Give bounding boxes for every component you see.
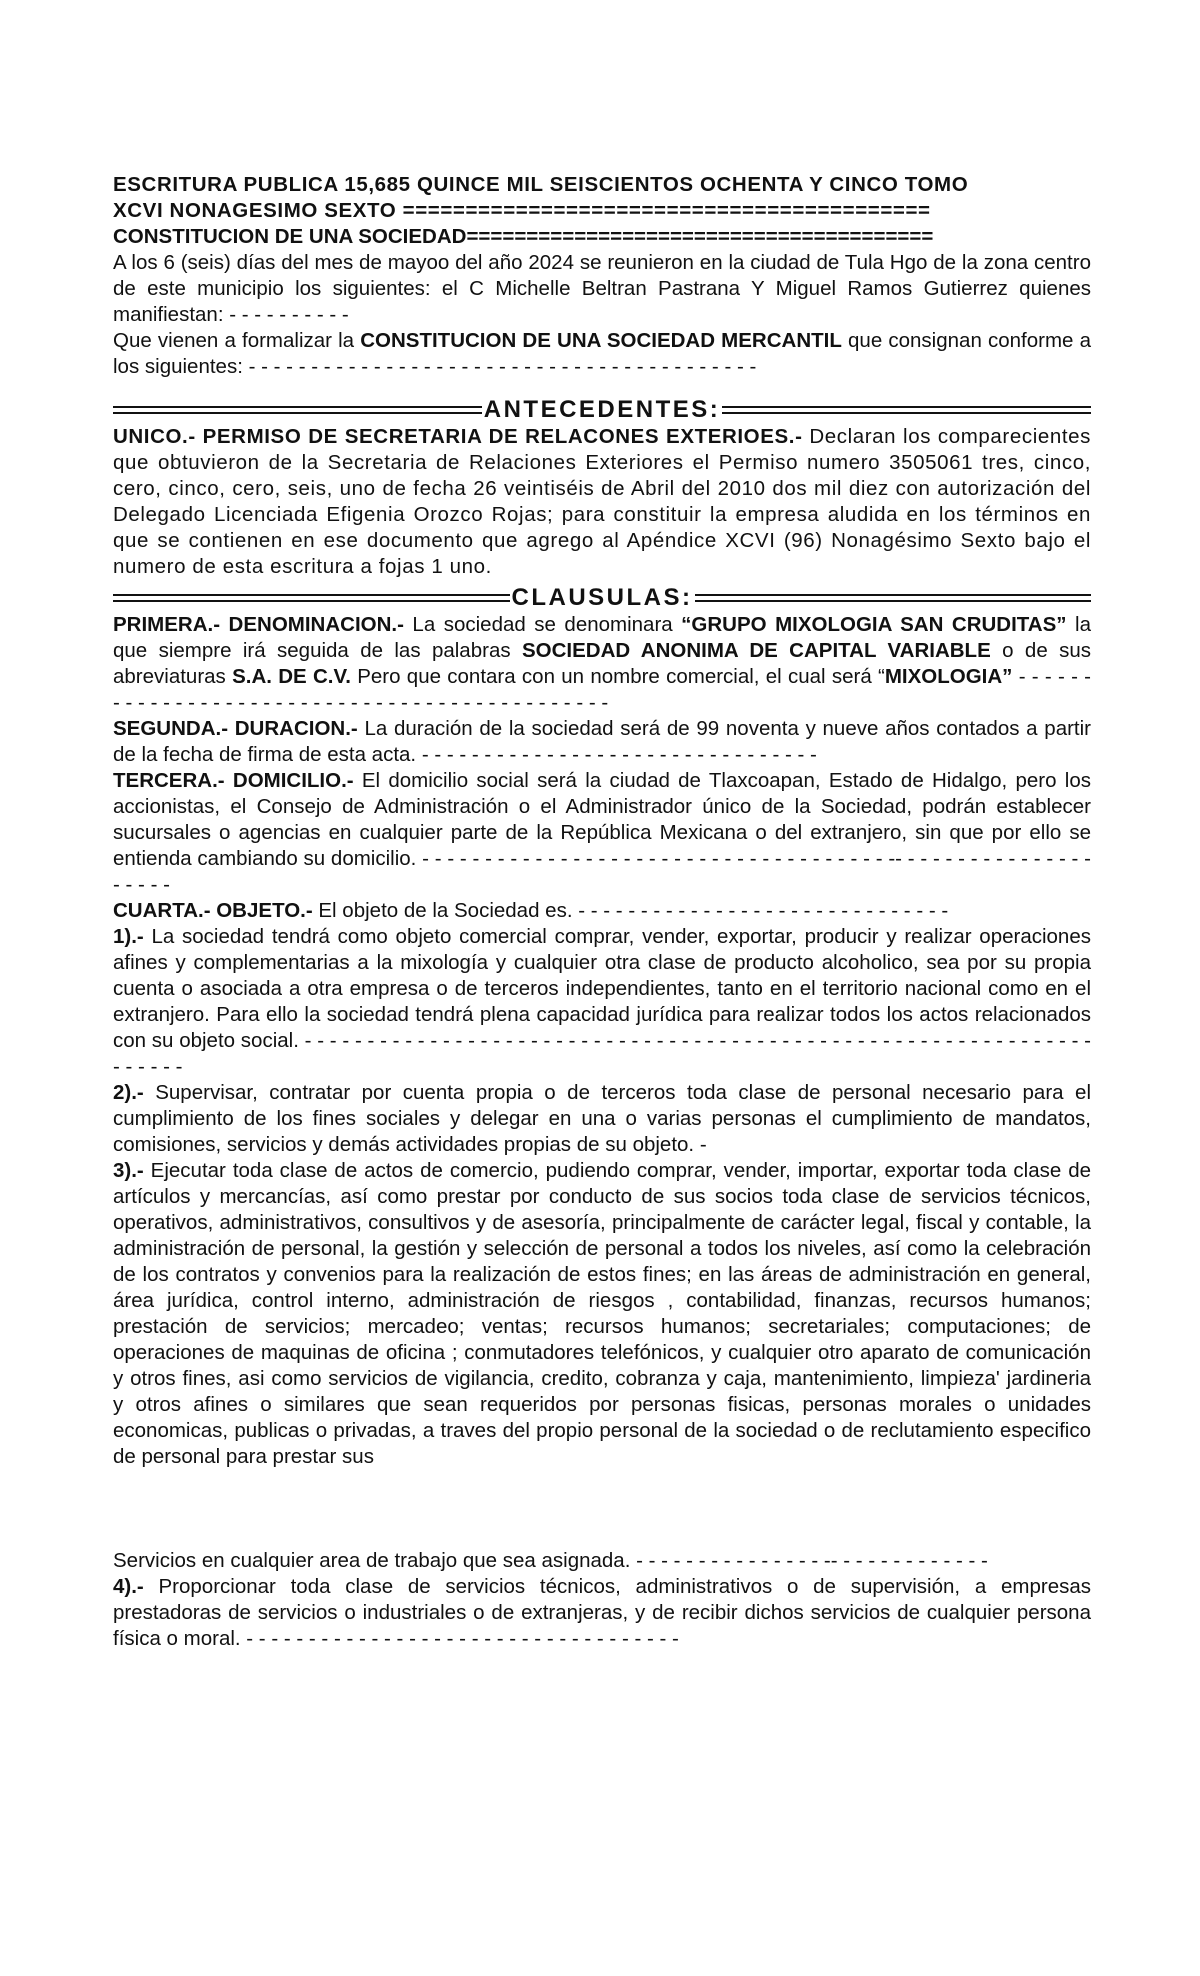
objeto-item-3-continuation: Servicios en cualquier area de trabajo que sea asignada. - - - - - - - - - - - - - - - -- - - - - - - - - - - - - (113, 1549, 988, 1572)
intro-paragraph: A los 6 (seis) días del mes de mayoo del año 2024 se reunieron en la ciudad de Tula Hgo de la zona centro de este municipio los siguientes: el C Michelle Beltran Pastrana Y Miguel Ramos Gutierrez quienes manifiestan: - - - - - - - - - - (113, 251, 1091, 326)
objeto-item-2: 2).- Supervisar, contratar por cuenta propia o de terceros toda clase de personal necesario para el cumplimiento de los fines sociales y delegar en una o varias personas el cumplimiento de mandatos, comisiones, servicios y demás actividades propias de su objeto. - (113, 1081, 1091, 1156)
objeto-item-1: 1).- La sociedad tendrá como objeto comercial comprar, vender, exportar, producir y realizar operaciones afines y complementarias a la mixología y cualquier otra clase de producto alcoholico, sea por su propia cuenta o asociada a otra empresa o de terceros independientes, tanto en el territorio nacional como en el extranjero. Para ello la sociedad tendrá plena capacidad jurídica para realizar todos los actos relacionados con su objeto social. - - - - - - - - - - - - - - - - - - - - - - - - - - - - - - - - - - - - - - - - - - - - - - - - - - - - - - - - - - - - - - - - - - - - - (113, 925, 1091, 1078)
spacer (113, 380, 1091, 392)
objeto-item-3: 3).- Ejecutar toda clase de actos de comercio, pudiendo comprar, vender, importar, exportar toda clase de artículos y mercancías, así como prestar por conducto de sus socios toda clase de servicios técnicos, operativos, administrativos, consultivos y de asesoría, principalmente de carácter legal, fiscal y contable, la administración de personal, la gestión y selección de personal a todos los niveles, así como la celebración de los contratos y convenios para la realización de estos fines; en las áreas de administración en general, área jurídica, control interno, administración de riesgos , contabilidad, finanzas, recursos humanos; prestación de servicios; mercadeo; ventas; recursos humanos; secretariales; computaciones; de operaciones de maquinas de oficina ; conmutadores telefónicos, y cualquier otro aparato de comunicación y otros fines, asi como servicios de vigilancia, credito, cobranza y caja, mantenimiento, limpieza' jardineria y otros afines o similares que sean requeridos por personas fisicas, personas morales o unidades economicas, publicas o privadas, a traves del propio personal de la sociedad o de reclutamiento especifico de personal para prestar sus (113, 1159, 1091, 1468)
document-page (113, 172, 1091, 1652)
tercera-label: TERCERA.- DOMICILIO.- (113, 769, 354, 792)
deed-title-line2: XCVI NONAGESIMO SEXTO ========================================== (113, 199, 931, 222)
clausula-primera: PRIMERA.- DENOMINACION.- La sociedad se denominara “GRUPO MIXOLOGIA SAN CRUDITAS” la que siempre irá seguida de las palabras SOCIEDAD ANONIMA DE CAPITAL VARIABLE o de sus abreviaturas S.A. DE C.V. Pero que contara con un nombre comercial, el cual será “MIXOLOGIA” - - - - - - - - - - - - - - - - - - - - - - - - - - - - - - - - - - - - - - - - - - - - - - (113, 613, 1091, 714)
primera-label: PRIMERA.- DENOMINACION.- (113, 613, 404, 636)
deed-title-line3: CONSTITUCION DE UNA SOCIEDAD======================================= (113, 225, 934, 248)
heading-rule-right (695, 594, 1092, 602)
spacer (113, 1470, 1091, 1548)
unico-label: UNICO.- PERMISO DE SECRETARIA DE RELACONES EXTERIOES.- (113, 425, 803, 448)
heading-rule-left (113, 406, 482, 414)
clausula-cuarta: CUARTA.- OBJETO.- El objeto de la Sociedad es. - - - - - - - - - - - - - - - - - - - - - - - - - - - - - - (113, 899, 949, 922)
cuarta-label: CUARTA.- OBJETO.- (113, 899, 313, 922)
heading-rule-right (722, 406, 1091, 414)
antecedentes-heading-text: ANTECEDENTES: (483, 396, 721, 423)
antecedente-unico: UNICO.- PERMISO DE SECRETARIA DE RELACONES EXTERIOES.- Declaran los comparecientes que obtuvieron de la Secretaria de Relaciones Exteriores el Permiso numero 3505061 tres, cinco, cero, cinco, cero, seis, uno de fecha 26 veintiséis de Abril del 2010 dos mil diez con autorización del Delegado Licenciada Efigenia Orozco Rojas; para constituir la empresa aludida en los términos en que se contienen en ese documento que agrego al Apéndice XCVI (96) Nonagésimo Sexto bajo el numero de esta escritura a fojas 1 uno. (113, 425, 1091, 578)
deed-title-line1: ESCRITURA PUBLICA 15,685 QUINCE MIL SEISCIENTOS OCHENTA Y CINCO TOMO (113, 173, 969, 196)
clausulas-heading-text: CLAUSULAS: (511, 584, 693, 611)
clausula-segunda: SEGUNDA.- DURACION.- La duración de la sociedad será de 99 noventa y nueve años contados a partir de la fecha de firma de esta acta. - - - - - - - - - - - - - - - - - - - - - - - - - - - - - - - - (113, 717, 1092, 766)
clausula-tercera: TERCERA.- DOMICILIO.- El domicilio social será la ciudad de Tlaxcoapan, Estado de Hidalgo, pero los accionistas, el Consejo de Administración o el Administrador único de la Sociedad, podrán establecer sucursales o agencias en cualquier parte de la República Mexicana o del extranjero, sin que por ello se entienda cambiando su domicilio. - - - - - - - - - - - - - - - - - - - - - - - - - - - - - - - - - - - - - -- - - - - - - - - - - - - - - - - - - - - (113, 769, 1091, 896)
antecedentes-heading (113, 396, 1091, 424)
objeto-item-4: 4).- Proporcionar toda clase de servicios técnicos, administrativos o de supervisión, a empresas prestadoras de servicios o industriales o de extranjeras, y de recibir dichos servicios de cualquier persona física o moral. - - - - - - - - - - - - - - - - - - - - - - - - - - - - - - - - - - - (113, 1575, 1091, 1650)
clausulas-heading (113, 584, 1091, 612)
intro-bold-phrase: CONSTITUCION DE UNA SOCIEDAD MERCANTIL (360, 329, 842, 352)
intro-formalize-paragraph: Que vienen a formalizar la CONSTITUCION DE UNA SOCIEDAD MERCANTIL que consignan conforme a los siguientes: - - - - - - - - - - - - - - - - - - - - - - - - - - - - - - - - - - - - - - - - - (113, 329, 1091, 378)
heading-rule-left (113, 594, 510, 602)
segunda-label: SEGUNDA.- DURACION.- (113, 717, 358, 740)
